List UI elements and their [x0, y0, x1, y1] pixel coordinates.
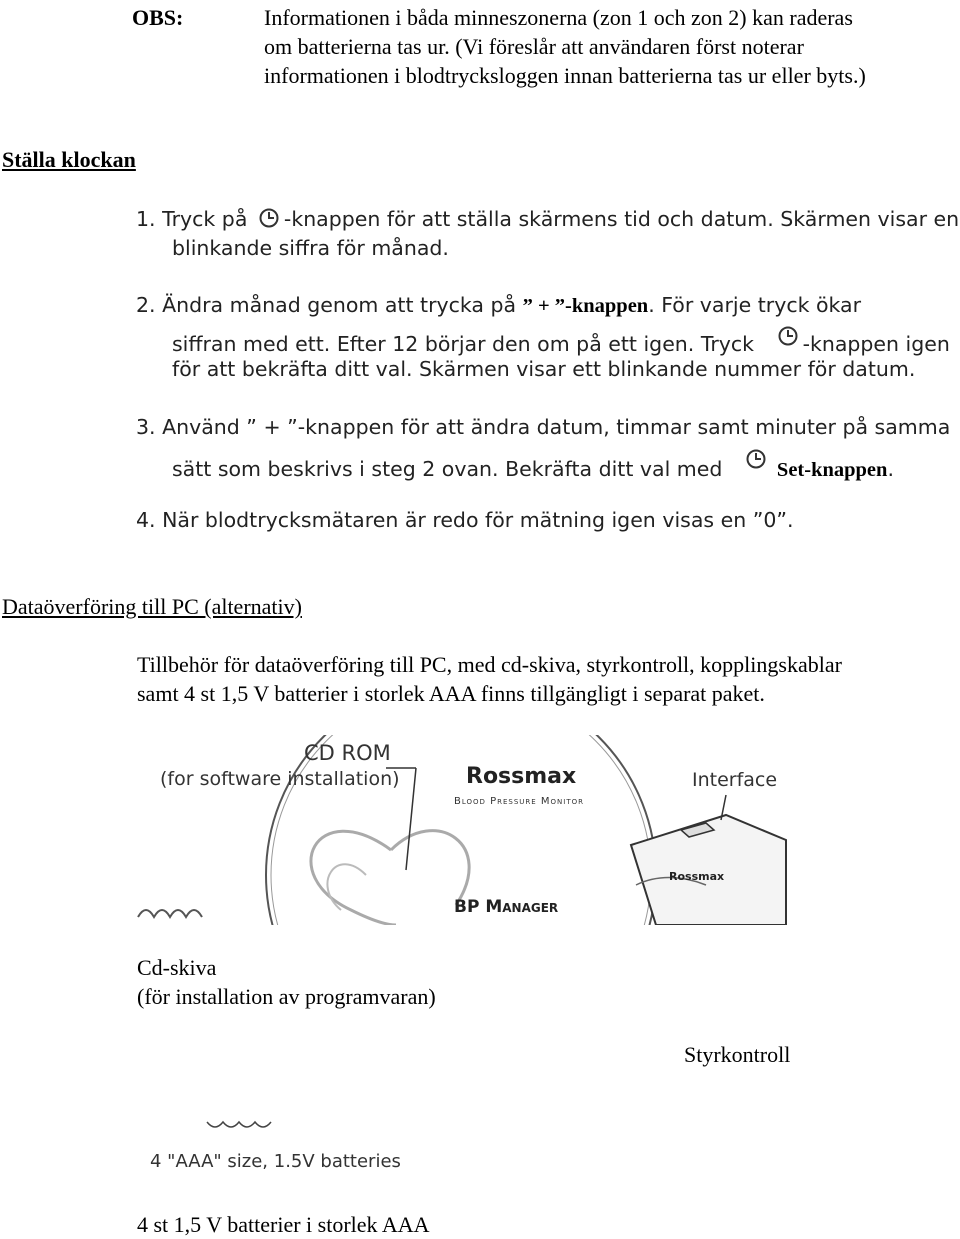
step-2-line-1 — [136, 291, 861, 321]
caption-cd-2: (för installation av programvaran) — [137, 984, 436, 1009]
step-2-text-d: siffran med ett. Efter 12 börjar den om på ett igen. Tryck — [172, 332, 755, 356]
cd-rom-sublabel: (for software installation) — [160, 768, 400, 790]
section-heading-clock: Ställa klockan — [2, 147, 136, 172]
caption-interface: Styrkontroll — [684, 1042, 791, 1067]
step-2-text-a: 2. Ändra månad genom att trycka på — [136, 293, 517, 317]
step-3-line-2 — [172, 448, 894, 485]
step-3-text-d: . — [887, 457, 894, 481]
plus-button-label: ” + ”-knappen — [522, 295, 649, 317]
interface-label: Interface — [692, 769, 778, 791]
device-brand: Rossmax — [669, 870, 725, 883]
caption-cd-1: Cd-skiva — [137, 955, 217, 980]
step-2-line-2 — [172, 325, 950, 359]
step-2-text-f: för att bekräfta ditt val. Skärmen visar ett blinkande nummer för datum. — [172, 357, 916, 381]
set-button-label: Set-knappen — [776, 459, 888, 481]
step-3-text-b: sätt som beskrivs i steg 2 ovan. Bekräfta ditt val med — [172, 457, 723, 481]
pc-line-2: samt 4 st 1,5 V batterier i storlek AAA finns tillgängligt i separat paket. — [137, 681, 765, 706]
disc-brand: Rossmax — [466, 764, 577, 789]
obs-line-1: Informationen i båda minneszonerna (zon 1 och zon 2) kan raderas — [264, 5, 853, 30]
caption-batteries: 4 st 1,5 V batterier i storlek AAA — [137, 1212, 430, 1237]
step-2-text-c: . För varje tryck ökar — [648, 293, 862, 317]
batteries-illustration — [205, 1118, 275, 1132]
accessory-figure — [136, 735, 960, 925]
pc-line-1: Tillbehör för dataöverföring till PC, med cd-skiva, styrkontroll, kopplingskablar — [137, 652, 842, 677]
step-1-line-1 — [136, 205, 959, 234]
disc-subtitle: Blood Pressure Monitor — [454, 796, 584, 807]
clock-button-icon — [777, 325, 799, 347]
clock-button-icon — [745, 448, 767, 470]
section-heading-pc: Dataöverföring till PC (alternativ) — [2, 594, 302, 619]
obs-line-3: informationen i blodtrycksloggen innan batterierna tas ur eller byts.) — [264, 63, 866, 88]
step-1-text-a: 1. Tryck på — [136, 207, 248, 231]
step-3-text-a: 3. Använd ” + ”-knappen för att ändra datum, timmar samt minuter på samma — [136, 415, 951, 439]
clock-button-icon — [258, 207, 280, 229]
disc-title: BP Manager — [454, 897, 559, 917]
step-1-text-c: blinkande siffra för månad. — [172, 236, 449, 260]
step-2-text-e: -knappen igen — [802, 332, 950, 356]
step-1-text-b: -knappen för att ställa skärmens tid och datum. Skärmen visar en — [283, 207, 960, 231]
step-4-text: 4. När blodtrycksmätaren är redo för mätning igen visas en ”0”. — [136, 508, 794, 532]
batteries-image-label: 4 "AAA" size, 1.5V batteries — [150, 1151, 401, 1172]
cd-rom-label: CD ROM — [304, 741, 391, 765]
obs-line-2: om batterierna tas ur. (Vi föreslår att användaren först noterar — [264, 34, 804, 59]
obs-label: OBS: — [132, 5, 184, 30]
